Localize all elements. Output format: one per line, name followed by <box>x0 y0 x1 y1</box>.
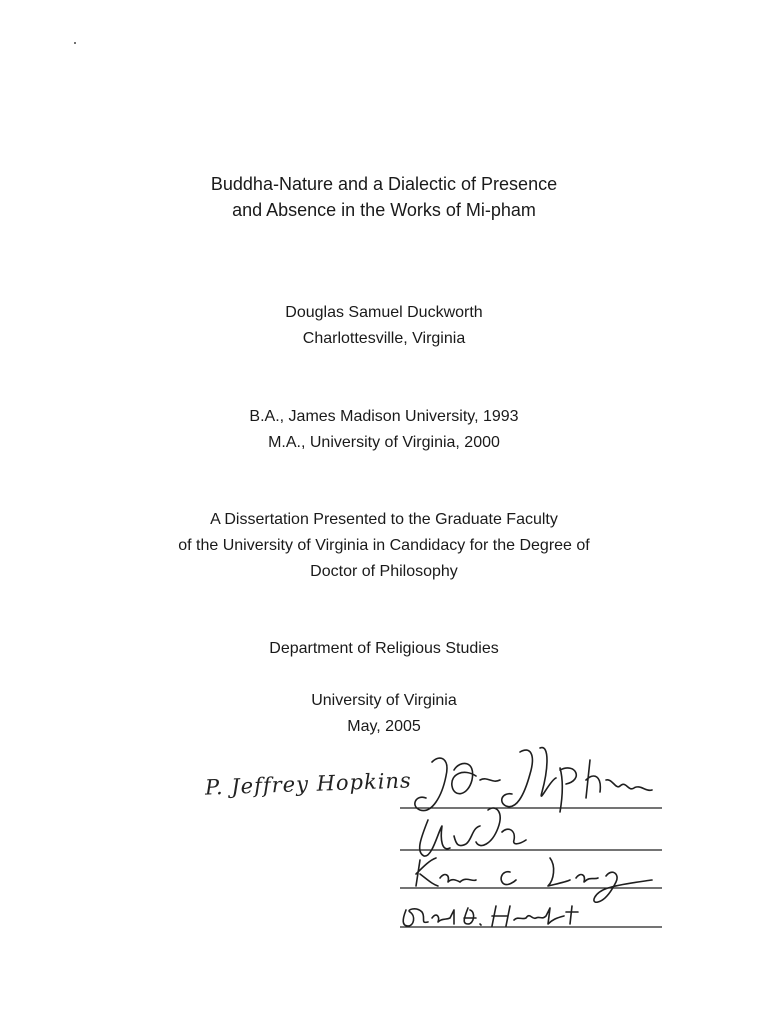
dissertation-line-1: A Dissertation Presented to the Graduate Faculty <box>210 511 558 528</box>
signature-karen-c-lang <box>416 858 652 902</box>
degree-ba: B.A., James Madison University, 1993 <box>249 408 519 425</box>
author-location: Charlottesville, Virginia <box>302 330 466 347</box>
signature-robert-hueckstedt <box>403 906 578 926</box>
author-name: Douglas Samuel Duckworth <box>285 304 483 321</box>
title-line-1: Buddha-Nature and a Dialectic of Presence <box>210 174 558 194</box>
university: University of Virginia <box>311 692 457 709</box>
signature-2 <box>420 808 526 856</box>
department: Department of Religious Studies <box>269 640 499 657</box>
degree-ma: M.A., University of Virginia, 2000 <box>268 434 500 451</box>
scan-speck <box>74 42 76 44</box>
committee-chair-printed-name: P. Jeffrey Hopkins <box>204 768 413 800</box>
signature-jeffrey-hopkins <box>415 748 652 812</box>
committee-signatures <box>380 740 670 940</box>
title-line-2: and Absence in the Works of Mi-pham <box>232 200 536 220</box>
dissertation-line-2: of the University of Virginia in Candidacy for the Degree of <box>178 537 590 554</box>
dissertation-line-3: Doctor of Philosophy <box>310 563 458 580</box>
date: May, 2005 <box>347 718 421 735</box>
